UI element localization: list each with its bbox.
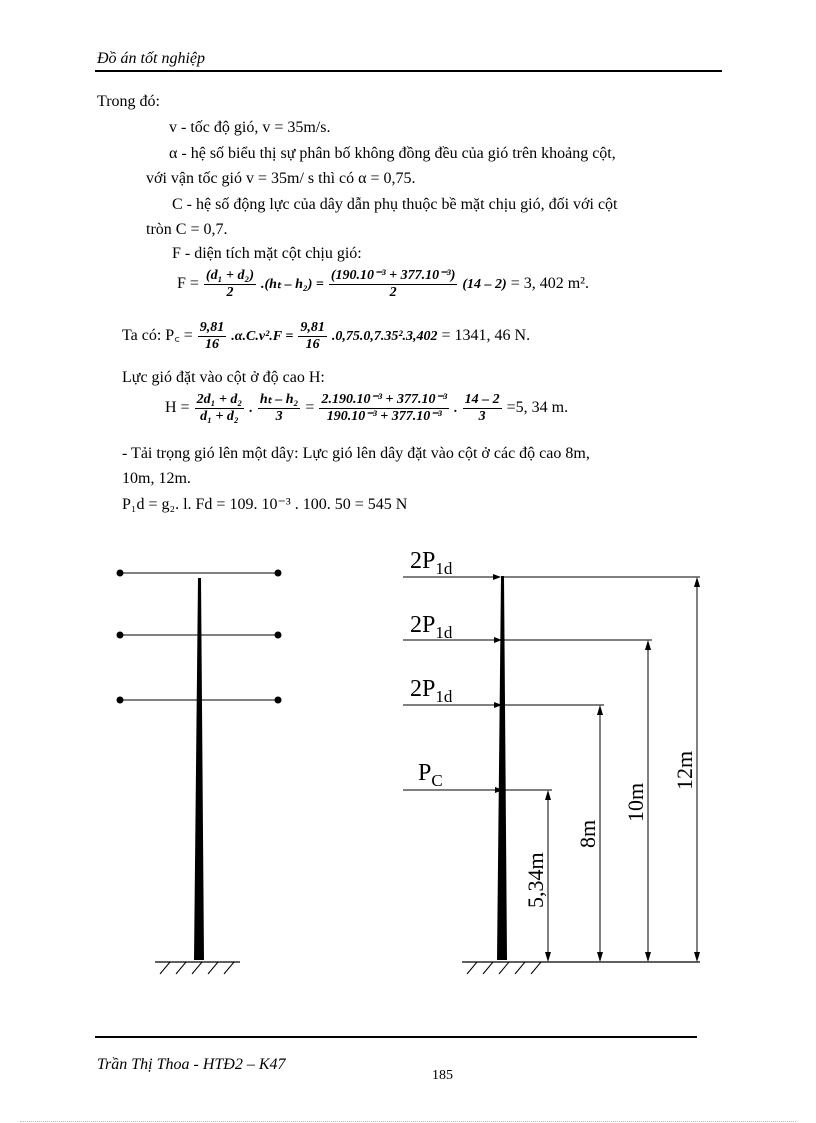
load-line2: 10m, 12m. <box>122 470 191 487</box>
intro-text: Trong đó: <box>97 93 160 110</box>
dim-label-5-34m: 5,34m <box>523 852 548 908</box>
alpha-definition-line2: với vận tốc gió v = 35m/ s thì có α = 0,75. <box>146 170 416 187</box>
insulator-dot <box>117 632 124 639</box>
f-definition: F - diện tích mặt cột chịu gió: <box>172 245 362 262</box>
dim-label-12m: 12m <box>672 750 697 790</box>
force-label-8m: $2P_{1d}$ <box>410 676 453 706</box>
formula-height: H = $\frac{\text{2d₁ + d₂}}{\text{d₁ + d₂}}$ . $\frac{\text{hₜ – h₂}}{3}$ = $\frac{\text{2.190.10⁻³ + 377.10⁻³}}{\text{190.10⁻³ + 377.10⁻³}}$ . $\frac{14 - 2}{3}$ =5, 34 m. <box>165 392 569 424</box>
page-bottom-border <box>20 1121 796 1122</box>
footer-author: Trần Thị Thoa - HTĐ2 – K47 <box>97 1056 286 1073</box>
insulator-dot <box>117 570 124 577</box>
c-definition-line2: tròn C = 0,7. <box>146 221 228 238</box>
pole-diagram <box>0 540 816 990</box>
alpha-definition-line1: α - hệ số biểu thị sự phân bố không đồng đều của gió trên khoảng cột, <box>169 145 616 162</box>
insulator-dot <box>275 570 282 577</box>
footer-rule <box>95 1036 697 1038</box>
h-intro: Lực gió đặt vào cột ở độ cao H: <box>122 369 325 386</box>
insulator-dot <box>275 697 282 704</box>
ground-hatch <box>467 962 541 974</box>
pole-shaft <box>497 576 507 960</box>
force-label-pc: $P_C$ <box>418 760 443 790</box>
header-rule <box>95 70 722 72</box>
dim-label-10m: 10m <box>623 782 648 822</box>
formula-wind-force: Ta có: P꜀ = $\frac{9,81}{16}$ .α.C.v².F = $\frac{9,81}{16}$ .0,75.0,7.35².3,402 = 1341, 46 N. <box>122 320 531 352</box>
v-definition: v - tốc độ gió, v = 35m/s. <box>169 119 331 136</box>
insulator-dot <box>275 632 282 639</box>
c-definition-line1: C - hệ số động lực của dây dẫn phụ thuộc bề mặt chịu gió, đối với cột <box>172 196 618 213</box>
dim-label-8m: 8m <box>575 819 600 848</box>
ground-hatch <box>160 962 234 974</box>
p1d-line: P₁d = g₂. l. Fd = 109. 10⁻³ . 100. 50 = 545 N <box>122 496 408 513</box>
right-pole <box>403 548 700 974</box>
page-number: 185 <box>432 1068 453 1083</box>
page-header-title: Đồ án tốt nghiệp <box>97 50 205 67</box>
insulator-dot <box>117 697 124 704</box>
left-pole <box>117 570 282 975</box>
formula-area: F = $\frac{\text{(d₁ + d₂)}}{2}$ .(hₜ – h₂) = $\frac{\text{(190.10⁻³ + 377.10⁻³)}}{2}$ (14 – 2) = 3, 402 m². <box>177 268 589 300</box>
load-line1: - Tải trọng gió lên một dây: Lực gió lên dây đặt vào cột ở các độ cao 8m, <box>122 445 590 462</box>
force-label-10m: $2P_{1d}$ <box>410 612 453 642</box>
force-label-12m: $2P_{1d}$ <box>410 548 453 578</box>
